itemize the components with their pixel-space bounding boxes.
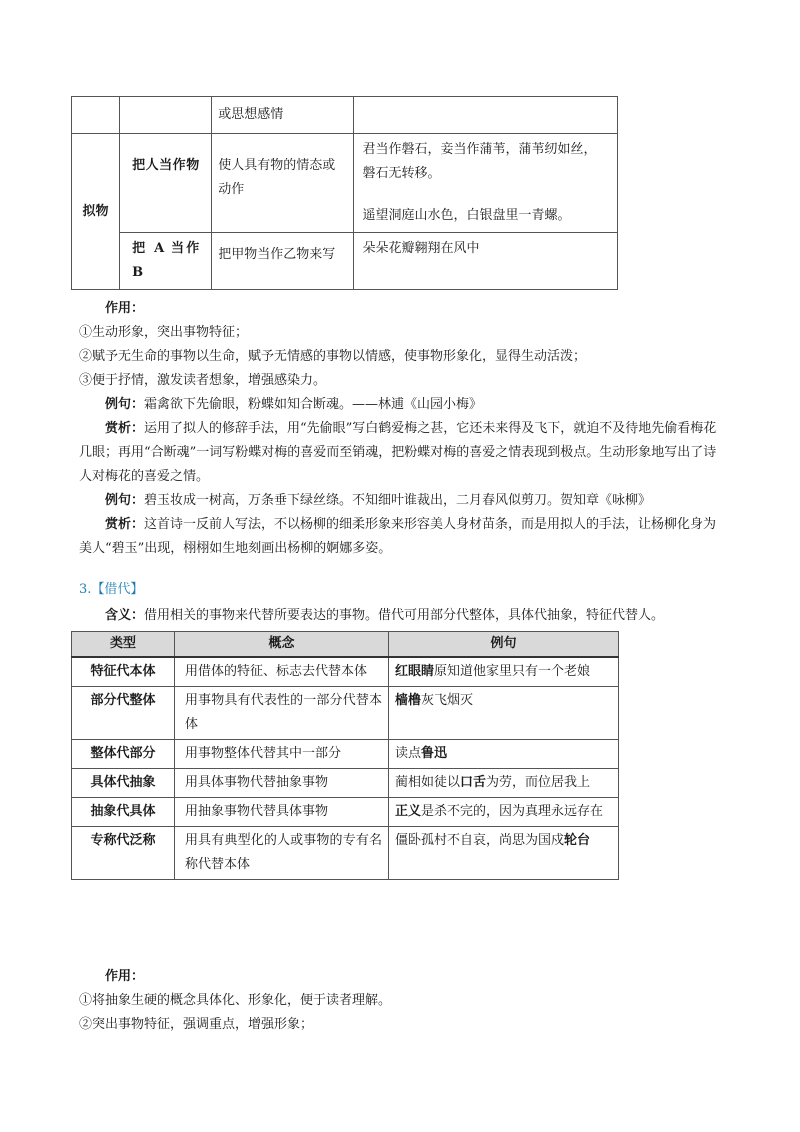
- analysis-text: 这首诗一反前人写法，不以杨柳的细柔形象来形容美人身材苗条，而是用拟人的手法，让杨柳化身为美人“碧玉”出现，栩栩如生地刻画出杨柳的婀娜多姿。: [79, 517, 717, 556]
- example-text: 蔺相如徒以: [395, 775, 461, 790]
- effect-item: ②赋予无生命的事物以生命，赋予无情感的事物以情感，使事物形象化，显得生动活泼；: [79, 349, 587, 364]
- example-text: 君当作磐石，妾当作蒲苇，蒲苇纫如丝，磐石无转移。: [362, 142, 597, 181]
- table-row: [72, 827, 619, 880]
- effect-item: ①将抽象生硬的概念具体化、形象化，便于读者理解。: [79, 993, 392, 1008]
- analysis-paragraph: [79, 513, 719, 561]
- type-label: 把人当作物: [132, 158, 200, 173]
- table-row: [72, 233, 618, 290]
- example-text: 原知道他家里只有一个老娘: [434, 664, 591, 679]
- analysis-paragraph: [79, 417, 719, 489]
- concept-cell: 使人具有物的情态或动作: [212, 134, 354, 233]
- highlighted-term: 正义: [395, 804, 422, 819]
- column-header: 例句: [389, 632, 619, 658]
- example-text: 霜禽欲下先偷眼，粉蝶如知合断魂。——林逋《山园小梅》: [144, 397, 483, 412]
- table-row: [72, 687, 619, 740]
- analysis-text: 运用了拟人的修辞手法，用“先偷眼”写白鹤爱梅之甚，它还未来得及飞下，就迫不及待地先偷看梅花几眼；再用“合断魂”一词写粉蝶对梅的喜爱而至销魂，把粉蝶对梅的喜爱之情表现到极点。生动形象地写出了诗人对梅花的喜爱之情。: [79, 421, 717, 484]
- example-cell: [389, 740, 619, 769]
- concept-cell: 用事物具有代表性的一部分代替本体: [175, 687, 389, 740]
- highlighted-term: 红眼睛: [395, 664, 435, 679]
- table-header-row: [72, 632, 619, 658]
- type-cell: 专称代泛称: [72, 827, 175, 880]
- example-paragraph: [79, 393, 719, 417]
- example-text: 遥望洞庭山水色，白银盘里一青螺。: [362, 208, 571, 223]
- meaning-paragraph: [79, 604, 719, 628]
- effects-block: [79, 297, 719, 561]
- example-paragraph: [79, 489, 719, 513]
- section-heading: 3.【借代】: [79, 582, 144, 597]
- concept-cell: 用抽象事物代替具体事物: [175, 798, 389, 827]
- type-cell: [120, 134, 212, 233]
- highlighted-term: 轮台: [564, 833, 591, 848]
- highlighted-term: 樯橹: [395, 693, 422, 708]
- example-text: 读点: [395, 746, 422, 761]
- highlighted-term: 鲁迅: [421, 746, 448, 761]
- example-cell: [389, 687, 619, 740]
- meaning-label: 含义：: [105, 608, 145, 623]
- table-row: [72, 97, 618, 134]
- type-cell: [120, 233, 212, 290]
- column-header: 概念: [175, 632, 389, 658]
- concept-cell: 用具体事物代替抽象事物: [175, 769, 389, 798]
- type-label: 把 A 当作 B: [132, 241, 200, 280]
- example-cell: [389, 827, 619, 880]
- example-text: 僵卧孤村不自哀，尚思为国戍: [395, 833, 565, 848]
- type-cell: 部分代整体: [72, 687, 175, 740]
- example-text: 碧玉妆成一树高，万条垂下绿丝绦。不知细叶谁裁出，二月春风似剪刀。贺知章《咏柳》: [144, 493, 652, 508]
- effect-item: ①生动形象，突出事物特征；: [79, 325, 249, 340]
- table-row: [72, 134, 618, 233]
- type-cell: 抽象代具体: [72, 798, 175, 827]
- example-cell: 朵朵花瓣翱翔在风中: [354, 233, 618, 290]
- type-cell: 特征代本体: [72, 657, 175, 687]
- table-row: [72, 740, 619, 769]
- effect-title: 作用：: [105, 301, 145, 316]
- example-cell: [389, 798, 619, 827]
- effects-block-2: [79, 965, 719, 1037]
- analysis-label: 赏析：: [105, 421, 145, 436]
- effect-title: 作用：: [105, 969, 145, 984]
- meaning-text: 借用相关的事物来代替所要表达的事物。借代可用部分代整体，具体代抽象，特征代替人。: [144, 608, 665, 623]
- concept-cell: 用事物整体代替其中一部分: [175, 740, 389, 769]
- group-label: 拟物: [72, 134, 120, 290]
- effect-item: ②突出事物特征，强调重点，增强形象；: [79, 1017, 314, 1032]
- effect-item: ③便于抒情，激发读者想象，增强感染力。: [79, 373, 327, 388]
- concept-cell: 把甲物当作乙物来写: [212, 233, 354, 290]
- highlighted-term: 口舌: [460, 775, 487, 790]
- example-cell: [389, 657, 619, 687]
- example-cell: [389, 769, 619, 798]
- example-cell: [354, 134, 618, 233]
- concept-cell: 或思想感情: [212, 97, 354, 134]
- concept-cell: 用借体的特征、标志去代替本体: [175, 657, 389, 687]
- type-cell: 整体代部分: [72, 740, 175, 769]
- personification-table: [71, 96, 618, 290]
- example-text: 灰飞烟灭: [421, 693, 474, 708]
- example-label: 例句：: [105, 493, 145, 508]
- table-row: [72, 657, 619, 687]
- type-cell: 具体代抽象: [72, 769, 175, 798]
- example-label: 例句：: [105, 397, 145, 412]
- analysis-label: 赏析：: [105, 517, 145, 532]
- table-row: [72, 769, 619, 798]
- example-text: 为劳，而位居我上: [486, 775, 591, 790]
- table-row: [72, 798, 619, 827]
- metonymy-table: [71, 631, 619, 880]
- column-header: 类型: [72, 632, 175, 658]
- example-text: 是杀不完的，因为真理永远存在: [421, 804, 604, 819]
- concept-cell: 用具有典型化的人或事物的专有名称代替本体: [175, 827, 389, 880]
